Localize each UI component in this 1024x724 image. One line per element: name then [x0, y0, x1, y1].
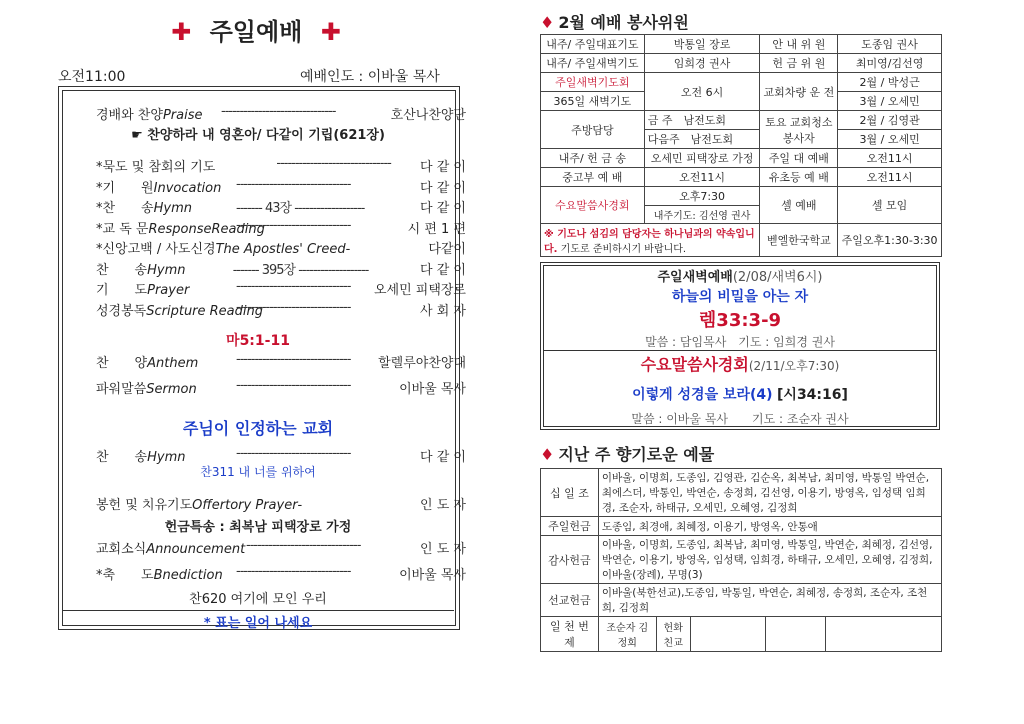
dawn-service-heading: 주일새벽예배(2/08/새벽6시) [657, 270, 823, 285]
table-row: 내주/ 헌 금 송 오세민 피택장로 가정 주일 대 예배 오전11시 [541, 149, 942, 168]
order-item: *기 원Invocation ------------------------------- 다 같 이 [96, 176, 466, 196]
order-item-hymn: 찬 송Hymn ------------------------------- 다 같 이 [96, 446, 466, 465]
order-item-label: 찬 송Hymn [96, 262, 186, 278]
order-item-label: *신앙고백 / 사도신경The Apostles' Creed- [96, 242, 351, 257]
table-row: 다음주 남전도회 3월 / 오세민 [541, 130, 942, 149]
order-item-praise: 경배와 찬양Praise ------------------------------- 호산나찬양단 [96, 104, 466, 123]
stand-note: * 표는 일어 나세요 [203, 616, 313, 631]
order-item: *찬 송Hymn ------- 43장 ------------------- 다 같 이 [96, 197, 466, 215]
order-item-leader: 다 같 이 [420, 180, 466, 196]
offerings-table [540, 468, 942, 652]
order-item-english: Prayer [147, 283, 190, 298]
table-row: 주방담당 금 주 남전도회 토요 교회청소 봉사자 2월 / 김영관 [541, 111, 942, 130]
diamond-icon: ♦ [540, 445, 555, 464]
table-row: 주일새벽기도회 오전 6시 교회차량 운 전 2월 / 박성근 [541, 73, 942, 92]
servants-table [540, 34, 942, 257]
order-item-english: Invocation [153, 180, 222, 196]
dawn-preacher: 말씀 : 담임목사 기도 : 임희경 권사 [645, 335, 835, 349]
praise-song: ☛ 찬양하라 내 영혼아/ 다같이 기립(621장) [131, 128, 385, 143]
order-item-leader: 이바울 목사 [399, 382, 466, 397]
order-item-english: Sermon [146, 382, 197, 397]
order-item-label: *기 원Invocation [96, 180, 222, 196]
table-row: 주일헌금 도종임, 최경애, 최혜정, 이용기, 방영옥, 안통애 [541, 517, 942, 536]
order-item-label: 찬 양Anthem [96, 356, 199, 371]
order-item-label: *묵도 및 참회의 기도 [96, 160, 216, 175]
order-item-leader: 다 같 이 [420, 262, 466, 278]
order-item-english: Hymn [147, 262, 186, 278]
page-title [0, 12, 512, 47]
order-item-offering: 봉헌 및 치유기도Offertory Prayer- 인 도 자 [96, 498, 466, 513]
wednesday-heading: 수요말씀사경회(2/11/오후7:30) [640, 355, 840, 374]
closing-hymn: 찬620 여기에 모인 우리 [189, 592, 327, 607]
wednesday-preacher: 말씀 : 이바울 목사 기도 : 조순자 권사 [631, 412, 849, 426]
table-row: ※ 기도나 섬김의 담당자는 하나님과의 약속입니다. 기도로 준비하시기 바랍니다. 벧엘한국학교 주일오후1:30-3:30 [541, 224, 942, 257]
order-item-english: The Apostles' Creed [215, 242, 346, 257]
order-item-english: ResponseReading [148, 221, 265, 237]
dawn-sermon-title: 하늘의 비밀을 아는 자 [671, 289, 809, 305]
table-row: 내주기도: 김선영 권사 [541, 206, 942, 224]
table-row: 내주/ 주일새벽기도 임희경 권사 헌 금 위 원 최미영/김선영 [541, 54, 942, 73]
order-item: *교 독 문ResponseReading ------------------------------- 시 편 1 편 [96, 217, 466, 237]
order-item-leader: 오세민 피택장로 [373, 283, 466, 298]
diamond-icon: ♦ [540, 13, 555, 32]
table-row: 중고부 예 배 오전11시 유초등 예 배 오전11시 [541, 168, 942, 187]
order-item: 기 도Prayer ------------------------------- 오세민 피택장로 [96, 279, 466, 298]
table-row: 365일 새벽기도 3월 / 오세민 [541, 92, 942, 111]
order-item: 성경봉독Scripture Reading ------------------------------- 사 회 자 [96, 299, 466, 319]
order-item-label: 성경봉독Scripture Reading [96, 303, 264, 319]
cross-icon: ✚ [320, 18, 341, 46]
service-title: 주일예배 [209, 18, 303, 46]
section-heading-offerings: ♦ 지난 주 향기로운 예물 [540, 445, 715, 464]
order-item-leader: 할렐루야찬양대 [378, 356, 466, 371]
special-offering: 헌금특송 : 최복남 피택장로 가정 [164, 520, 352, 535]
order-item-leader: 다 같 이 [420, 201, 466, 216]
order-item: 파워말씀Sermon ------------------------------- 이바울 목사 [96, 378, 466, 397]
table-row: 감사헌금 이바울, 이명희, 도종임, 최복남, 최미영, 박통일, 박연순, 최혜정, 김선영, 박연순, 이용기, 방영옥, 임성택, 임희경, 하태규, 오세민, 오혜영, 김정희, 이바울(장례), 무명(3) [541, 536, 942, 584]
order-item-english: Scripture Reading [146, 303, 264, 319]
dawn-scripture: 렘33:3-9 [698, 310, 782, 331]
sermon-title: 주님이 인정하는 교회 [182, 419, 334, 438]
order-item-leader: 시 편 1 편 [407, 221, 466, 237]
table-row: 내주/ 주일대표기도 박통일 장로 안 내 위 원 도종임 권사 [541, 35, 942, 54]
order-item-announcement: 교회소식Announcement ------------------------------- 인 도 자 [96, 538, 466, 557]
order-item-label: *찬 송Hymn [96, 201, 192, 216]
order-item-label: *교 독 문ResponseReading [96, 221, 265, 237]
order-item: 찬 양Anthem ------------------------------- 할렐루야찬양대 [96, 352, 466, 371]
order-item: 찬 송Hymn ------- 395장 ------------------- 다 같 이 [96, 259, 466, 277]
wednesday-sermon: 이렇게 성경을 보라(4) [시34:16] [632, 387, 848, 403]
order-item [96, 238, 466, 256]
service-time: 오전11:00 [58, 69, 126, 85]
scripture-reference: 마5:1-11 [226, 333, 290, 349]
table-row: 일 천 번 제 조순자 김정희 헌화 친교 [541, 617, 942, 652]
table-row: 선교헌금 이바울(북한선교),도종임, 박통일, 박연순, 최혜정, 송정희, 조순자, 조천희, 김정희 [541, 584, 942, 617]
order-item-english: Hymn [153, 201, 192, 216]
hymn-title: 찬311 내 너를 위하여 [200, 465, 316, 479]
order-item-english: Anthem [147, 356, 199, 371]
order-item-leader: 사 회 자 [420, 303, 466, 319]
order-item: *묵도 및 참회의 기도 ------------------------------- 다 같 이 [96, 156, 466, 175]
order-item-leader: 다같이 [428, 242, 466, 257]
service-leader: 예배인도 : 이바울 목사 [300, 69, 440, 85]
order-item-label: 기 도Prayer [96, 283, 190, 298]
order-item-label: 파워말씀Sermon [96, 382, 197, 397]
table-row: 수요말씀사경회 오후7:30 셀 예배 셀 모임 [541, 187, 942, 206]
section-heading-servants: ♦ 2월 예배 봉사위원 [540, 13, 689, 32]
order-item-benediction: *축 도Bnediction ------------------------------- 이바울 목사 [96, 564, 466, 583]
cross-icon: ✚ [171, 18, 192, 46]
table-row: 십 일 조 이바울, 이명희, 도종임, 김영관, 김순옥, 최복남, 최미영, 박통일 박연순, 최에스더, 박통인, 박연순, 송정희, 김선영, 이용기, 방영옥, 임성택 임희경, 조순자, 하태규, 오세민, 오혜영, 김정희 [541, 469, 942, 517]
order-item-leader: 다 같 이 [420, 160, 466, 175]
